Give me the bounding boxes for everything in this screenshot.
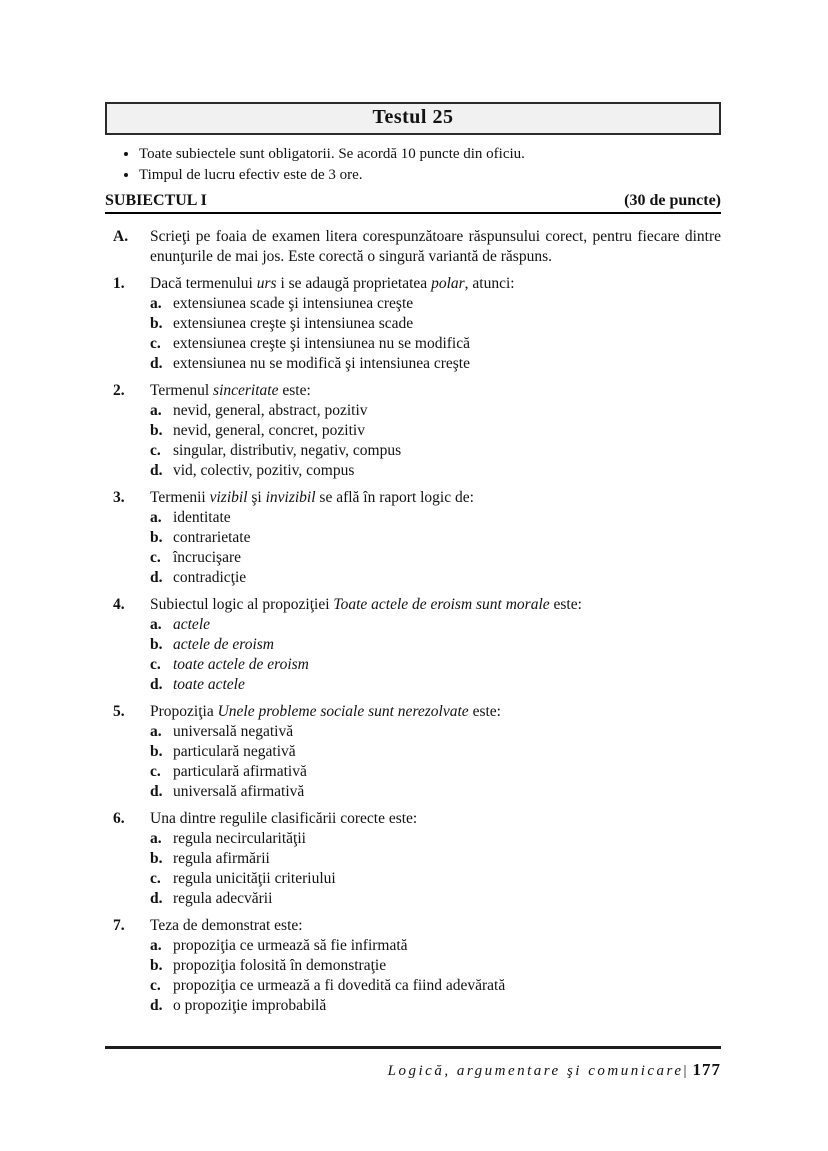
- answer-option: [150, 849, 721, 869]
- question-body: [150, 381, 721, 481]
- question-body: [150, 274, 721, 374]
- option-letter: c.: [150, 442, 161, 459]
- question-stem: Termenul sinceritate este:: [150, 382, 311, 399]
- question-stem: Una dintre regulile clasificării corecte este:: [150, 810, 418, 827]
- answer-option: [150, 936, 721, 956]
- option-text: nevid, general, abstract, pozitiv: [173, 402, 368, 419]
- option-text: regula afirmării: [173, 850, 270, 867]
- answer-option: [150, 976, 721, 996]
- question: [105, 702, 721, 802]
- option-letter: a.: [150, 616, 162, 633]
- option-letter: c.: [150, 870, 161, 887]
- question-body: [150, 488, 721, 588]
- test-title: Testul 25: [372, 106, 454, 128]
- question-stem: Propoziţia Unele probleme sociale sunt nerezolvate este:: [150, 703, 501, 720]
- option-letter: d.: [150, 890, 163, 907]
- option-letter: d.: [150, 676, 163, 693]
- notice-list: [105, 144, 721, 185]
- question-number: 3.: [113, 489, 125, 506]
- option-text: universală afirmativă: [173, 783, 305, 800]
- question-number: 7.: [113, 917, 125, 934]
- option-letter: d.: [150, 569, 163, 586]
- option-text: extensiunea scade şi intensiunea creşte: [173, 295, 414, 312]
- option-text: propoziţia ce urmează să fie infirmată: [173, 937, 408, 954]
- option-text: propoziţia ce urmează a fi dovedită ca fiind adevărată: [173, 977, 506, 994]
- instruction-block: [105, 227, 721, 267]
- option-text: contradicţie: [173, 569, 247, 586]
- section-points: (30 de puncte): [624, 192, 721, 209]
- answer-option: [150, 354, 721, 374]
- option-text: singular, distributiv, negativ, compus: [173, 442, 402, 459]
- page-number: 177: [692, 1060, 721, 1079]
- option-text: contrarietate: [173, 529, 251, 546]
- footer-text: [105, 1060, 721, 1080]
- page-footer: [105, 1046, 721, 1080]
- footer-rule: [105, 1046, 721, 1049]
- option-text: extensiunea creşte şi intensiunea scade: [173, 315, 414, 332]
- option-letter: b.: [150, 743, 163, 760]
- answer-option: [150, 508, 721, 528]
- option-text: o propoziţie improbabilă: [173, 997, 327, 1014]
- book-title: Logică, argumentare şi comunicare: [387, 1063, 684, 1079]
- option-letter: d.: [150, 462, 163, 479]
- answer-option: [150, 869, 721, 889]
- answer-option: [150, 421, 721, 441]
- option-letter: c.: [150, 335, 161, 352]
- option-letter: c.: [150, 977, 161, 994]
- answer-option: [150, 996, 721, 1016]
- page-content: [105, 102, 721, 1016]
- option-text: particulară afirmativă: [173, 763, 307, 780]
- answer-option: [150, 401, 721, 421]
- answer-option: [150, 314, 721, 334]
- option-text: regula adecvării: [173, 890, 273, 907]
- answer-option: [150, 742, 721, 762]
- option-letter: a.: [150, 723, 162, 740]
- answer-option: [150, 655, 721, 675]
- notice-item: [139, 165, 721, 185]
- question-number: 1.: [113, 275, 125, 292]
- answer-option: [150, 762, 721, 782]
- answer-option: [150, 615, 721, 635]
- answer-option: [150, 528, 721, 548]
- notice-text: Toate subiectele sunt obligatorii. Se acordă 10 puncte din oficiu.: [139, 146, 525, 162]
- option-letter: a.: [150, 937, 162, 954]
- question: [105, 381, 721, 481]
- question-number: 2.: [113, 382, 125, 399]
- question-stem: Termenii vizibil şi invizibil se află în raport logic de:: [150, 489, 474, 506]
- option-letter: d.: [150, 997, 163, 1014]
- option-text: identitate: [173, 509, 231, 526]
- option-text: regula unicităţii criteriului: [173, 870, 336, 887]
- option-text: propoziţia folosită în demonstraţie: [173, 957, 387, 974]
- question-body: [150, 595, 721, 695]
- option-text: extensiunea creşte şi intensiunea nu se modifică: [173, 335, 470, 352]
- answer-option: [150, 956, 721, 976]
- option-letter: c.: [150, 656, 161, 673]
- question-stem: Dacă termenului urs i se adaugă proprietatea polar, atunci:: [150, 275, 515, 292]
- notice-text: Timpul de lucru efectiv este de 3 ore.: [139, 167, 363, 183]
- question-number: 4.: [113, 596, 125, 613]
- option-letter: d.: [150, 783, 163, 800]
- option-text: toate actele: [173, 676, 245, 693]
- option-text: universală negativă: [173, 723, 294, 740]
- option-letter: b.: [150, 422, 163, 439]
- question: [105, 595, 721, 695]
- section-label: SUBIECTUL I: [105, 192, 207, 209]
- question-body: [150, 916, 721, 1016]
- option-letter: c.: [150, 763, 161, 780]
- option-text: extensiunea nu se modifică şi intensiunea creşte: [173, 355, 470, 372]
- option-letter: a.: [150, 509, 162, 526]
- answer-option: [150, 548, 721, 568]
- question: [105, 274, 721, 374]
- question-body: [150, 809, 721, 909]
- questions: [105, 274, 721, 1016]
- option-text: încrucişare: [173, 549, 241, 566]
- option-letter: c.: [150, 549, 161, 566]
- instruction-letter: A.: [113, 228, 129, 245]
- option-letter: b.: [150, 850, 163, 867]
- question-stem: Subiectul logic al propoziţiei Toate actele de eroism sunt morale este:: [150, 596, 582, 613]
- question: [105, 809, 721, 909]
- question: [105, 488, 721, 588]
- option-letter: a.: [150, 402, 162, 419]
- question-number: 5.: [113, 703, 125, 720]
- answer-option: [150, 461, 721, 481]
- option-text: actele de eroism: [173, 636, 274, 653]
- section-header: [105, 192, 721, 214]
- option-letter: b.: [150, 957, 163, 974]
- option-letter: b.: [150, 636, 163, 653]
- option-text: particulară negativă: [173, 743, 296, 760]
- option-text: actele: [173, 616, 211, 633]
- option-letter: a.: [150, 295, 162, 312]
- answer-option: [150, 782, 721, 802]
- option-text: toate actele de eroism: [173, 656, 309, 673]
- answer-option: [150, 294, 721, 314]
- question-body: [150, 702, 721, 802]
- option-text: nevid, general, concret, pozitiv: [173, 422, 365, 439]
- answer-option: [150, 334, 721, 354]
- answer-option: [150, 568, 721, 588]
- answer-option: [150, 722, 721, 742]
- notice-item: [139, 144, 721, 164]
- answer-option: [150, 829, 721, 849]
- test-title-box: [105, 102, 721, 135]
- question-stem: Teza de demonstrat este:: [150, 917, 303, 934]
- option-letter: d.: [150, 355, 163, 372]
- answer-option: [150, 889, 721, 909]
- question-number: 6.: [113, 810, 125, 827]
- option-letter: b.: [150, 529, 163, 546]
- option-letter: a.: [150, 830, 162, 847]
- answer-option: [150, 441, 721, 461]
- question: [105, 916, 721, 1016]
- option-text: vid, colectiv, pozitiv, compus: [173, 462, 355, 479]
- answer-option: [150, 675, 721, 695]
- footer-separator: |: [683, 1063, 687, 1079]
- option-letter: b.: [150, 315, 163, 332]
- instruction-text: Scrieţi pe foaia de examen litera corespunzătoare răspunsului corect, pentru fiecare dintre enunţurile de mai jos. Este corectă o singură variantă de răspuns.: [150, 228, 721, 265]
- option-text: regula necircularităţii: [173, 830, 306, 847]
- answer-option: [150, 635, 721, 655]
